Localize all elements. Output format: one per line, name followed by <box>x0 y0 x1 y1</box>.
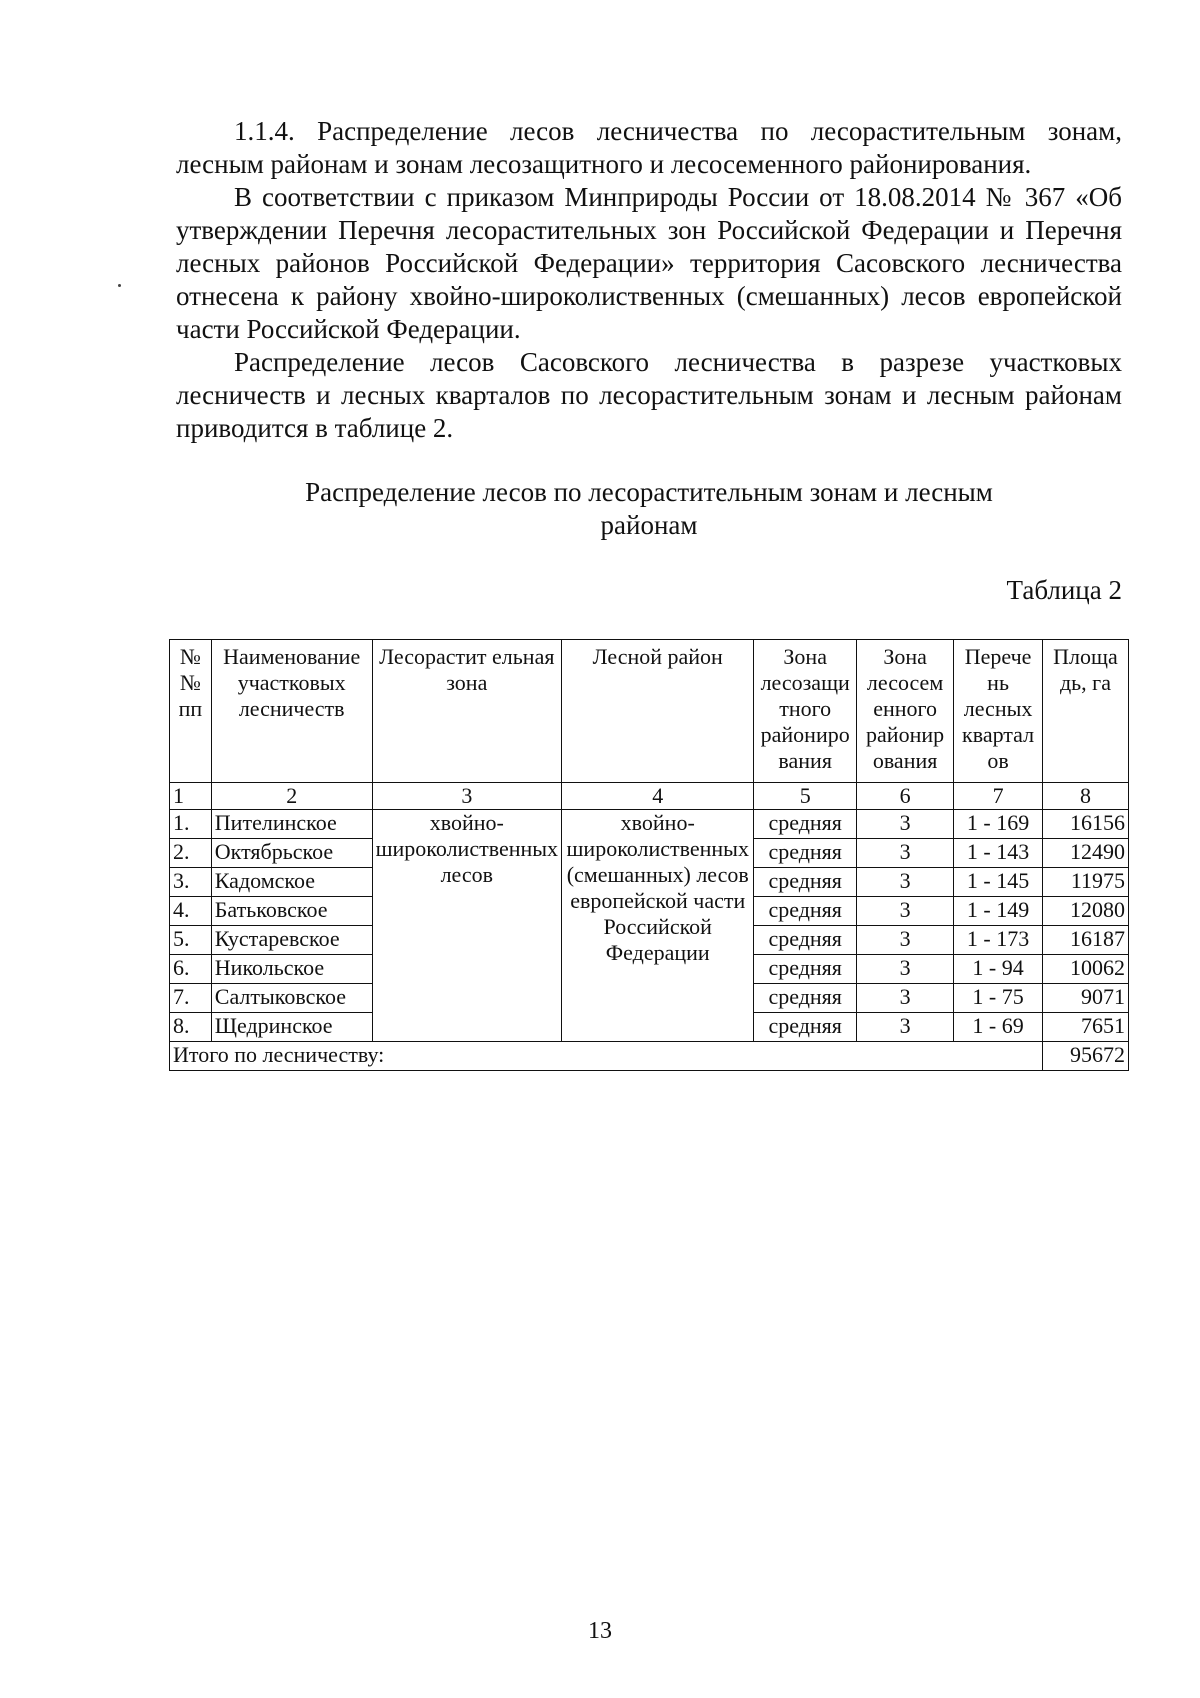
header-quarters: Перече нь лесных квартал ов <box>954 640 1043 783</box>
col-number: 7 <box>954 783 1043 810</box>
col-number: 5 <box>754 783 857 810</box>
row-area: 16187 <box>1042 926 1128 955</box>
row-area: 12080 <box>1042 897 1128 926</box>
row-name: Батьковское <box>211 897 372 926</box>
row-num: 3. <box>170 868 212 897</box>
header-protect-zone: Зона лесозащи тного райониро вания <box>754 640 857 783</box>
col-number: 8 <box>1042 783 1128 810</box>
row-protect: средняя <box>754 984 857 1013</box>
paragraph-1: 1.1.4. Распределение лесов лесничества по лесорастительным зонам, лесным районам и зонам лесозащитного и лесосеменного районирования. <box>176 116 1122 179</box>
row-name: Щедринское <box>211 1013 372 1042</box>
header-row <box>170 640 1129 783</box>
region-cell: хвойно-широколиственных (смешанных) лесов европейской части Российской Федерации <box>562 810 754 1042</box>
header-region: Лесной район <box>562 640 754 783</box>
row-protect: средняя <box>754 926 857 955</box>
total-row <box>170 1042 1129 1071</box>
col-number: 4 <box>562 783 754 810</box>
col-number: 2 <box>211 783 372 810</box>
row-num: 7. <box>170 984 212 1013</box>
row-quarters: 1 - 94 <box>954 955 1043 984</box>
column-number-row <box>170 783 1129 810</box>
row-quarters: 1 - 69 <box>954 1013 1043 1042</box>
row-quarters: 1 - 75 <box>954 984 1043 1013</box>
header-area: Площа дь, га <box>1042 640 1128 783</box>
row-seed: 3 <box>856 868 953 897</box>
row-quarters: 1 - 173 <box>954 926 1043 955</box>
col-number: 3 <box>372 783 561 810</box>
caption-line-2: районам <box>600 510 698 540</box>
row-seed: 3 <box>856 984 953 1013</box>
row-area: 7651 <box>1042 1013 1128 1042</box>
row-num: 6. <box>170 955 212 984</box>
row-name: Кустаревское <box>211 926 372 955</box>
row-seed: 3 <box>856 926 953 955</box>
page-number: 13 <box>588 1618 612 1644</box>
row-name: Никольское <box>211 955 372 984</box>
row-protect: средняя <box>754 955 857 984</box>
row-num: 2. <box>170 839 212 868</box>
row-area: 10062 <box>1042 955 1128 984</box>
row-seed: 3 <box>856 839 953 868</box>
section-heading <box>176 115 1122 181</box>
header-num: № № пп <box>170 640 212 783</box>
row-area: 12490 <box>1042 839 1128 868</box>
col-number: 6 <box>856 783 953 810</box>
row-num: 8. <box>170 1013 212 1042</box>
row-protect: средняя <box>754 897 857 926</box>
row-num: 4. <box>170 897 212 926</box>
header-seed-zone: Зона лесосем енного районир ования <box>856 640 953 783</box>
total-value: 95672 <box>1042 1042 1128 1071</box>
row-protect: средняя <box>754 1013 857 1042</box>
row-protect: средняя <box>754 810 857 839</box>
table-row <box>170 810 1129 839</box>
header-name: Наименование участковых лесничеств <box>211 640 372 783</box>
row-seed: 3 <box>856 955 953 984</box>
row-quarters: 1 - 143 <box>954 839 1043 868</box>
scan-speck <box>118 284 121 287</box>
paragraph-3: Распределение лесов Сасовского лесничества в разрезе участковых лесничеств и лесных кварталов по лесорастительным зонам и лесным районам приводится в таблице 2. <box>176 347 1122 443</box>
row-num: 5. <box>170 926 212 955</box>
paragraph-2: В соответствии с приказом Минприроды России от 18.08.2014 № 367 «Об утверждении Перечня лесорастительных зон Российской Федерации и Перечня лесных районов Российской Федерации» территория Сасовского лесничества отнесена к району хвойно-широколиственных (смешанных) лесов европейской части Российской Федерации. <box>176 182 1122 344</box>
paragraph-block-2 <box>176 181 1122 346</box>
row-area: 9071 <box>1042 984 1128 1013</box>
row-name: Пителинское <box>211 810 372 839</box>
row-quarters: 1 - 169 <box>954 810 1043 839</box>
header-zone: Лесорастит ельная зона <box>372 640 561 783</box>
row-name: Кадомское <box>211 868 372 897</box>
row-seed: 3 <box>856 897 953 926</box>
row-num: 1. <box>170 810 212 839</box>
table-number-label: Таблица 2 <box>1006 575 1122 605</box>
col-number: 1 <box>170 783 212 810</box>
row-area: 11975 <box>1042 868 1128 897</box>
row-area: 16156 <box>1042 810 1128 839</box>
forest-distribution-table <box>169 639 1129 1071</box>
table-caption <box>176 476 1122 542</box>
total-label: Итого по лесничеству: <box>170 1042 1043 1071</box>
row-quarters: 1 - 145 <box>954 868 1043 897</box>
row-seed: 3 <box>856 810 953 839</box>
zone-cell: хвойно-широколиственных лесов <box>372 810 561 1042</box>
caption-line-1: Распределение лесов по лесорастительным зонам и лесным <box>305 477 993 507</box>
row-protect: средняя <box>754 839 857 868</box>
row-seed: 3 <box>856 1013 953 1042</box>
row-name: Октябрьское <box>211 839 372 868</box>
row-protect: средняя <box>754 868 857 897</box>
row-name: Салтыковское <box>211 984 372 1013</box>
row-quarters: 1 - 149 <box>954 897 1043 926</box>
paragraph-block-3 <box>176 346 1122 445</box>
